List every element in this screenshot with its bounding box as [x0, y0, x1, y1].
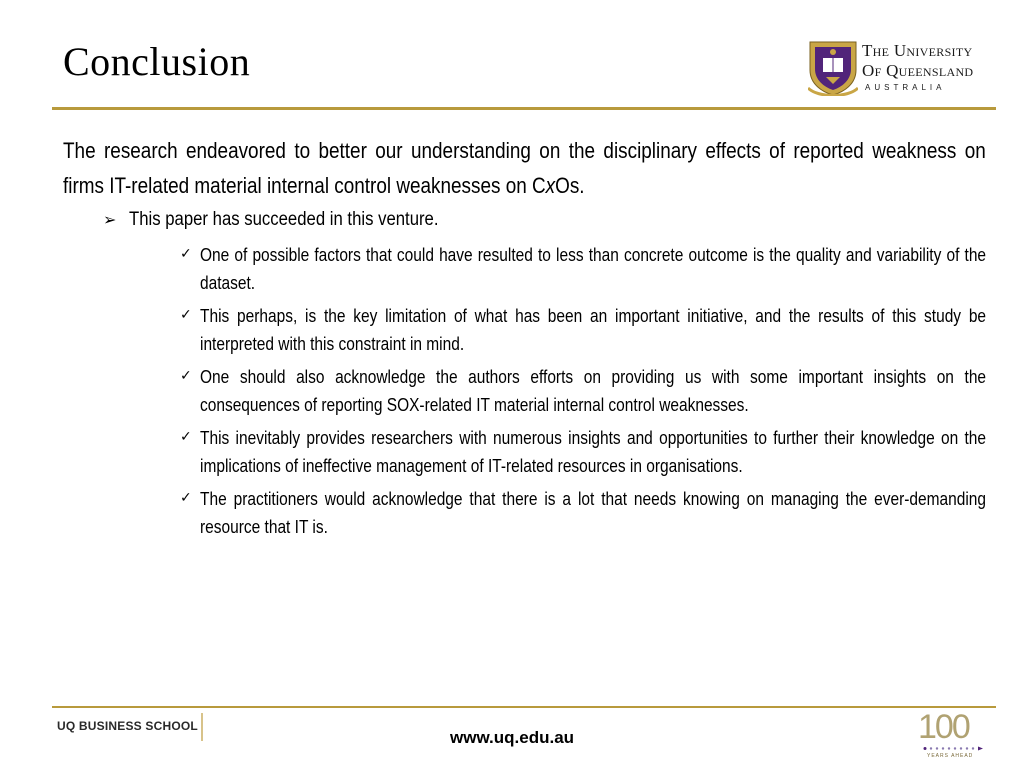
list-item: ✓ One of possible factors that could have resulted to less than concrete outcome is the quality and variability of the dataset.	[180, 241, 986, 297]
centenary-badge	[918, 708, 988, 762]
list-item: ✓ This inevitably provides researchers with numerous insights and opportunities to further their knowledge on the implications of ineffective management of IT-related resources in organisations.	[180, 424, 986, 480]
centenary-number: 100	[918, 708, 969, 746]
footer-school-name: UQ BUSINESS SCHOOL	[57, 719, 198, 733]
slide-body	[63, 133, 987, 537]
uq-crest-icon	[808, 40, 858, 96]
checkmark-icon: ✓	[180, 490, 192, 506]
university-logo	[808, 40, 1000, 98]
level1-bullet: ➢ This paper has succeeded in this venture.	[103, 207, 481, 234]
logo-line-queensland: Of Queensland	[862, 61, 974, 80]
list-item: ✓ The practitioners would acknowledge that there is a lot that needs knowing on managing the ever-demanding resource that IT is.	[180, 485, 986, 541]
list-item: ✓ This perhaps, is the key limitation of what has been an important initiative, and the results of this study be interpreted with this constraint in mind.	[180, 302, 986, 358]
checkmark-icon: ✓	[180, 429, 192, 445]
title-divider	[52, 107, 996, 110]
footer-divider	[52, 706, 996, 708]
list-item: ✓ One should also acknowledge the authors efforts on providing us with some important insights on the consequences of reporting SOX-related IT material internal control weaknesses.	[180, 363, 986, 419]
slide-title: Conclusion	[63, 39, 251, 84]
checkmark-icon: ✓	[180, 307, 192, 323]
logo-line-australia: AUSTRALIA	[865, 83, 946, 92]
logo-line-university: The University	[862, 41, 973, 60]
checkmark-icon: ✓	[180, 368, 192, 384]
checkmark-icon: ✓	[180, 246, 192, 262]
arrowhead-icon: ➢	[103, 212, 117, 229]
dotted-line-icon	[922, 746, 984, 751]
sub-bullet-list	[180, 241, 986, 546]
lead-paragraph: The research endeavored to better our understanding on the disciplinary effects of reported weakness on firms IT-related material internal control weaknesses on CxOs.	[63, 138, 986, 198]
footer-url-link[interactable]: www.uq.edu.au	[450, 728, 575, 747]
centenary-tagline: YEARS AHEAD	[927, 753, 974, 759]
footer-school-accent	[201, 713, 203, 741]
